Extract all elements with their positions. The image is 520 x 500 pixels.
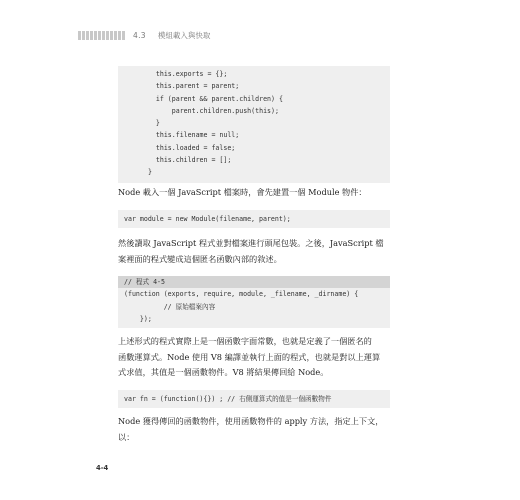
code-line: this.loaded = false; — [140, 143, 236, 152]
code-block-listing-4-5 — [118, 276, 390, 328]
code-block-fn — [118, 390, 390, 408]
paragraph-function-literal — [118, 334, 390, 381]
code-line: this.parent = parent; — [140, 82, 240, 91]
text-line: 案裡面的程式變成這個匿名函數內部的敘述。 — [118, 253, 282, 264]
code-line: }); — [124, 314, 152, 323]
chapter-title: 模組載入與快取 — [157, 31, 211, 40]
paragraph-module-object — [118, 185, 390, 201]
page-number: 4-4 — [96, 464, 109, 472]
header-decoration — [78, 31, 125, 40]
code-line: (function (exports, require, module, _filename, _dirname) { — [124, 290, 359, 299]
running-header — [78, 30, 210, 41]
code-line: // 原始檔案內容 — [124, 302, 216, 311]
code-block-module-constructor — [118, 66, 390, 183]
code-line: this.children = []; — [140, 156, 232, 165]
code-line: parent.children.push(this); — [140, 106, 279, 115]
text-line: 然後讀取 JavaScript 程式並對檔案進行頭尾包裝。之後，JavaScript 檔 — [118, 238, 384, 248]
text-line: Node 載入一個 JavaScript 檔案時，會先建置一個 Module 物件： — [118, 187, 367, 197]
text-line: 上述形式的程式實際上是一個函數字面常數，也就是定義了一個匿名的 — [118, 336, 372, 346]
paragraph-apply — [118, 414, 390, 445]
text-line: 以： — [118, 431, 135, 442]
text-line: Node 獲得傳回的函數物件，使用函數物件的 apply 方法，指定上下文， — [118, 416, 384, 426]
text-line: 函數運算式。Node 使用 V8 編譯並執行上面的程式，也就是對以上運算 — [118, 351, 381, 362]
code-line: } — [140, 119, 160, 128]
code-line: var fn = (function(){}) ; // 右側運算式的值是一個函數物件 — [124, 395, 332, 403]
code-line: this.filename = null; — [140, 131, 240, 140]
code-line: this.exports = {}; — [140, 70, 228, 78]
code-block-new-module — [118, 210, 390, 228]
chapter-number: 4.3 — [133, 31, 146, 40]
text-line: 式求值，其值是一個函數物件。V8 將結果傳回給 Node。 — [118, 367, 329, 377]
code-line: } — [140, 168, 152, 177]
listing-label: // 程式 4-5 — [118, 276, 390, 288]
code-line: var module = new Module(filename, parent); — [124, 215, 291, 223]
code-line: if (parent && parent.children) { — [140, 94, 283, 103]
paragraph-wrapping — [118, 236, 390, 267]
